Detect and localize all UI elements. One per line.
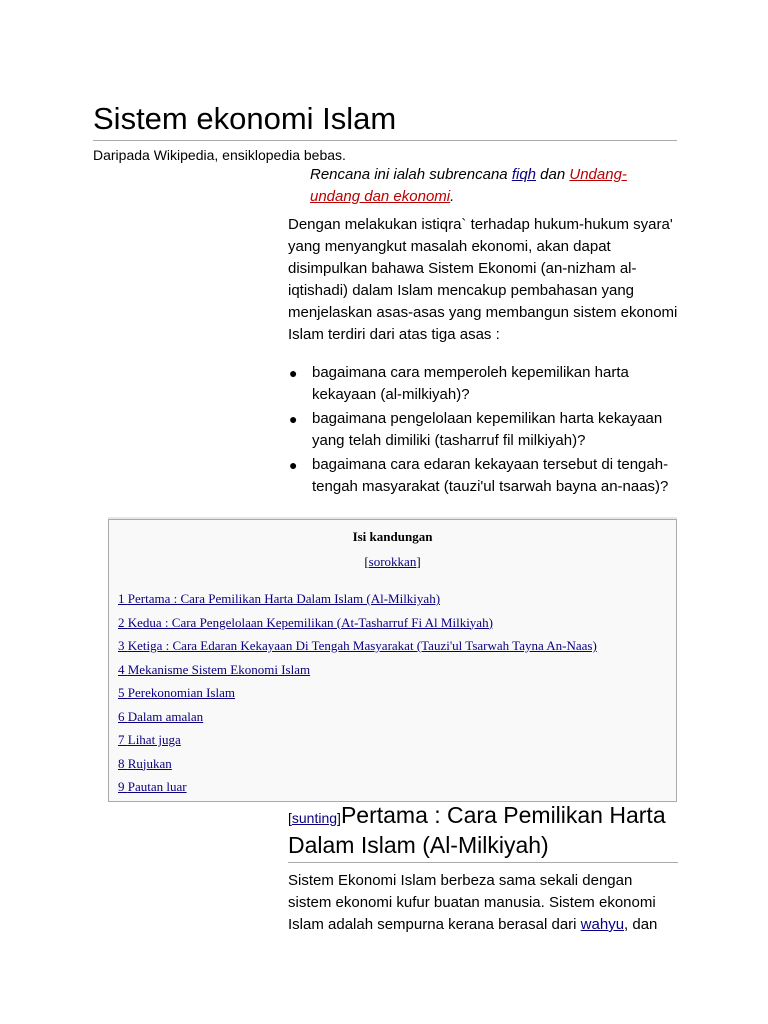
- toc-label: Kedua : Cara Pengelolaan Kepemilikan (At-Tasharruf Fi Al Milkiyah): [127, 614, 493, 630]
- hide-toc-button[interactable]: sorokkan: [368, 554, 417, 569]
- bullet-icon: ●: [289, 365, 298, 381]
- edit-section-button[interactable]: sunting: [291, 810, 338, 826]
- toc-item-3-link[interactable]: [118, 638, 597, 653]
- toc-item-5-link[interactable]: [118, 685, 235, 700]
- undang-undang-link[interactable]: Undang-undang dan ekonomi: [310, 166, 627, 205]
- list-item: [288, 362, 678, 406]
- table-of-contents: [108, 519, 677, 802]
- toc-toggle-bracket-close: ]: [416, 554, 421, 569]
- toc-number: 4: [118, 661, 125, 677]
- toc-item: [118, 731, 597, 755]
- toc-title: Isi kandungan: [352, 529, 433, 544]
- toc-number: 7: [118, 732, 125, 747]
- toc-item-1-link[interactable]: [118, 591, 440, 606]
- toc-number: 1: [118, 591, 125, 606]
- toc-item-9-link[interactable]: [118, 779, 187, 794]
- toc-toggle-bracket-open: [: [364, 554, 369, 569]
- section-text: Sistem Ekonomi Islam berbeza sama sekali dengan sistem ekonomi kufur buatan manusia. Sistem ekonomi Islam adalah sempurna kerana berasal dari: [288, 872, 656, 933]
- edit-bracket-close: ]: [337, 810, 341, 826]
- toc-toggle: [109, 553, 676, 570]
- list-item: [288, 408, 678, 452]
- toc-label: Mekanisme Sistem Ekonomi Islam: [127, 661, 311, 677]
- toc-number: 9: [118, 779, 125, 794]
- toc-number: 5: [118, 685, 125, 700]
- toc-number: 2: [118, 614, 125, 630]
- toc-list: [118, 590, 597, 802]
- fiqh-link[interactable]: fiqh: [511, 166, 536, 183]
- intro-paragraph: Dengan melakukan istiqra` terhadap hukum-hukum syara' yang menyangkut masalah ekonomi, akan dapat disimpulkan bahawa Sistem Ekonomi (an-nizham al-iqtishadi) dalam Islam mencakup pembahasan yang menjelaskan asas-asas yang membangun sistem ekonomi Islam terdiri dari atas tiga asas :: [288, 216, 678, 343]
- section-paragraph: [288, 870, 678, 936]
- hatnote: [310, 164, 650, 208]
- toc-item: [118, 637, 597, 661]
- toc-item: [118, 614, 597, 638]
- edit-bracket-open: [: [288, 810, 292, 826]
- toc-item: [118, 590, 597, 614]
- asas-list: [288, 362, 678, 500]
- hatnote-suffix: .: [450, 188, 455, 205]
- toc-label: Pautan luar: [127, 779, 187, 794]
- toc-item-7-link[interactable]: [118, 732, 181, 747]
- bullet-icon: ●: [289, 411, 298, 427]
- toc-label: Ketiga : Cara Edaran Kekayaan Di Tengah Masyarakat (Tauzi'ul Tsarwah Tayna An-Naas): [127, 638, 597, 653]
- toc-label: Lihat juga: [127, 732, 181, 747]
- page-subtitle: Daripada Wikipedia, ensiklopedia bebas.: [93, 147, 346, 163]
- page-title: Sistem ekonomi Islam: [93, 100, 677, 141]
- list-item: [288, 454, 678, 498]
- toc-item: [118, 708, 597, 732]
- bullet-icon: ●: [289, 457, 298, 473]
- toc-label: Rujukan: [127, 755, 172, 771]
- toc-number: 8: [118, 755, 125, 771]
- section-text-continued: , dan: [624, 916, 658, 933]
- toc-label: Dalam amalan: [127, 708, 204, 724]
- toc-item: [118, 661, 597, 685]
- list-item-text: bagaimana cara memperoleh kepemilikan harta kekayaan (al-milkiyah)?: [312, 364, 629, 403]
- toc-label: Perekonomian Islam: [127, 685, 235, 700]
- toc-item-2-link[interactable]: [118, 615, 493, 630]
- toc-number: 6: [118, 708, 125, 724]
- toc-item: [118, 778, 597, 802]
- section-heading: [288, 802, 678, 863]
- toc-item-8-link[interactable]: [118, 756, 172, 771]
- toc-item: [118, 684, 597, 708]
- section-heading-text: Pertama : Cara Pemilikan Harta Dalam Islam (Al-Milkiyah): [288, 802, 666, 858]
- hatnote-middle: dan: [536, 166, 570, 183]
- toc-item-6-link[interactable]: [118, 709, 203, 724]
- toc-item-4-link[interactable]: [118, 662, 310, 677]
- list-item-text: bagaimana pengelolaan kepemilikan harta kekayaan yang telah dimiliki (tasharruf fil milkiyah)?: [312, 410, 663, 449]
- toc-label: Pertama : Cara Pemilikan Harta Dalam Islam (Al-Milkiyah): [127, 591, 441, 606]
- toc-number: 3: [118, 638, 125, 653]
- wahyu-link[interactable]: wahyu: [580, 916, 625, 933]
- list-item-text: bagaimana cara edaran kekayaan tersebut di tengah-tengah masyarakat (tauzi'ul tsarwah bayna an-naas)?: [312, 456, 669, 495]
- toc-item: [118, 755, 597, 779]
- hatnote-prefix: Rencana ini ialah subrencana: [310, 166, 512, 183]
